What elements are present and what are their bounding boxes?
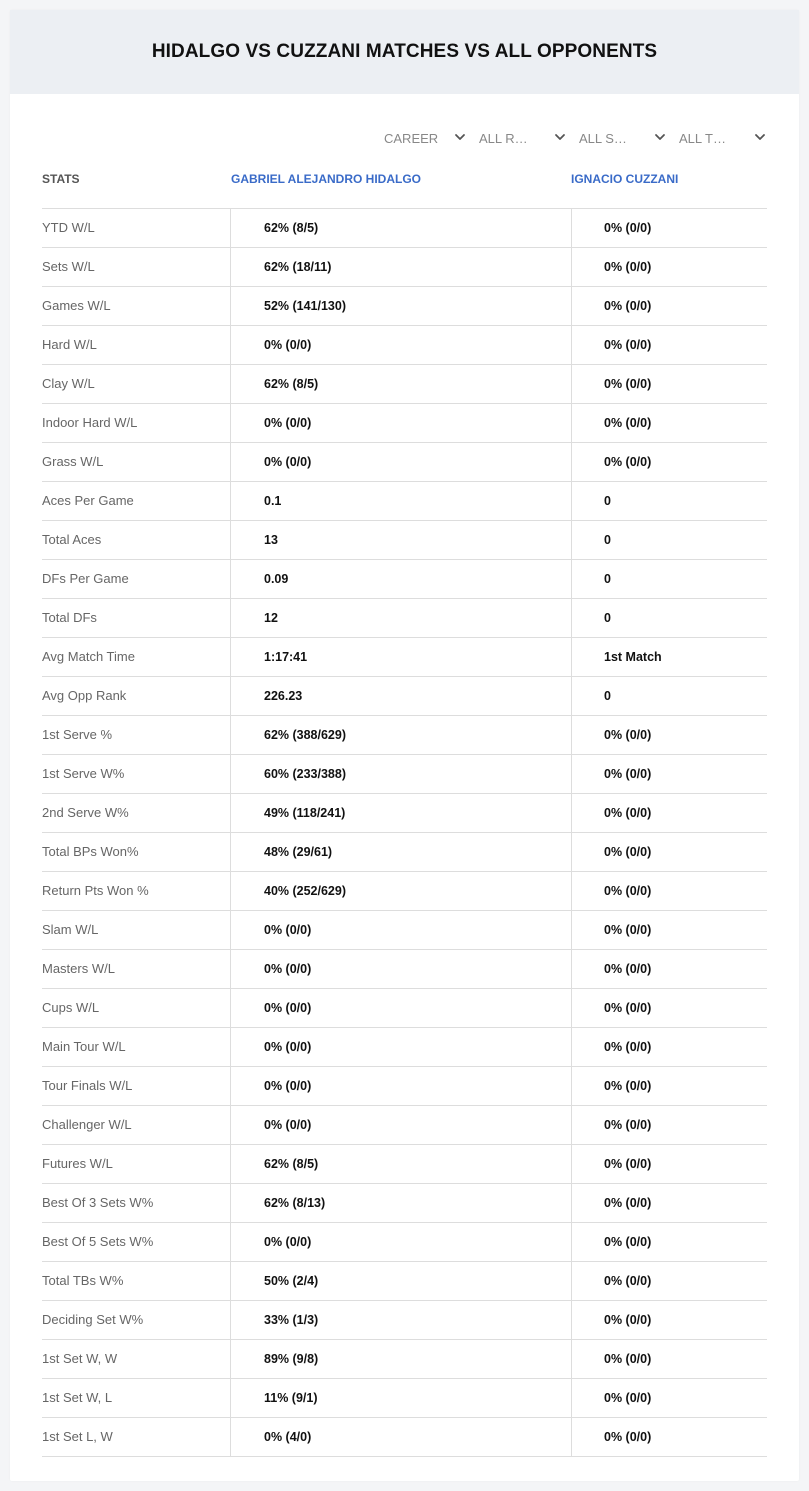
stats-card: [10, 10, 799, 1481]
player2-value: 0% (0/0): [571, 1418, 767, 1456]
player1-value: 0% (0/0): [230, 443, 571, 481]
table-row: [42, 1027, 767, 1066]
chevron-down-icon: [454, 131, 466, 143]
stat-label: Challenger W/L: [42, 1117, 132, 1132]
filter-period-dropdown[interactable]: [384, 128, 438, 148]
stat-label: Tour Finals W/L: [42, 1078, 133, 1093]
stat-label: Main Tour W/L: [42, 1039, 126, 1054]
table-row: [42, 481, 767, 520]
stat-label: Grass W/L: [42, 454, 104, 469]
player1-value: 40% (252/629): [230, 872, 571, 910]
player1-value: 1:17:41: [230, 638, 571, 676]
table-row: [42, 832, 767, 871]
stat-label: 1st Set L, W: [42, 1429, 113, 1444]
player1-value: 62% (8/5): [230, 365, 571, 403]
player1-value: 62% (388/629): [230, 716, 571, 754]
player2-link[interactable]: IGNACIO CUZZANI: [571, 172, 679, 186]
player1-value: 62% (18/11): [230, 248, 571, 286]
stat-label: 2nd Serve W%: [42, 805, 129, 820]
player1-link[interactable]: GABRIEL ALEJANDRO HIDALGO: [231, 172, 422, 186]
stat-label: Futures W/L: [42, 1156, 113, 1171]
stat-label: Best Of 3 Sets W%: [42, 1195, 154, 1210]
table-row: [42, 598, 767, 637]
card-header: [10, 10, 799, 94]
table-header: [42, 172, 767, 192]
table-row: [42, 364, 767, 403]
stat-label: Avg Opp Rank: [42, 688, 127, 703]
table-row: [42, 1417, 767, 1456]
stat-label: Total DFs: [42, 610, 97, 625]
player1-value: 33% (1/3): [230, 1301, 571, 1339]
table-row: [42, 559, 767, 598]
player1-value: 89% (9/8): [230, 1340, 571, 1378]
player1-value: 226.23: [230, 677, 571, 715]
table-row: [42, 1378, 767, 1417]
stat-label: 1st Serve %: [42, 727, 113, 742]
table-row: [42, 910, 767, 949]
stat-label: DFs Per Game: [42, 571, 129, 586]
player1-value: 0% (0/0): [230, 1067, 571, 1105]
table-row: [42, 754, 767, 793]
table-row: [42, 1105, 767, 1144]
player2-value: 0% (0/0): [571, 1340, 767, 1378]
table-row: [42, 949, 767, 988]
player1-value: 12: [230, 599, 571, 637]
player1-value: 0.09: [230, 560, 571, 598]
player1-value: 0% (0/0): [230, 1106, 571, 1144]
stat-label: Cups W/L: [42, 1000, 100, 1015]
stat-label: Total BPs Won%: [42, 844, 139, 859]
player2-value: 0% (0/0): [571, 755, 767, 793]
stat-label: YTD W/L: [42, 220, 95, 235]
player1-value: 48% (29/61): [230, 833, 571, 871]
player2-value: 1st Match: [571, 638, 767, 676]
player2-value: 0% (0/0): [571, 1262, 767, 1300]
player2-value: 0% (0/0): [571, 326, 767, 364]
stat-label: Total TBs W%: [42, 1273, 124, 1288]
table-row: [42, 1066, 767, 1105]
player2-value: 0: [571, 599, 767, 637]
filter-tournament-dropdown[interactable]: [679, 128, 726, 148]
player2-value: 0% (0/0): [571, 833, 767, 871]
player2-value: 0% (0/0): [571, 1145, 767, 1183]
stat-label: Games W/L: [42, 298, 111, 313]
player2-value: 0% (0/0): [571, 950, 767, 988]
player2-value: 0% (0/0): [571, 248, 767, 286]
table-row: [42, 988, 767, 1027]
stat-label: 1st Set W, L: [42, 1390, 113, 1405]
stat-label: Clay W/L: [42, 376, 95, 391]
chevron-down-icon: [754, 131, 766, 143]
player1-value: 0% (0/0): [230, 1028, 571, 1066]
filter-round-dropdown[interactable]: [479, 128, 528, 148]
table-row: [42, 520, 767, 559]
stat-label: Sets W/L: [42, 259, 95, 274]
stat-label: Return Pts Won %: [42, 883, 149, 898]
player1-value: 0% (0/0): [230, 911, 571, 949]
player2-value: 0% (0/0): [571, 794, 767, 832]
chevron-down-icon: [554, 131, 566, 143]
stat-label: Deciding Set W%: [42, 1312, 144, 1327]
table-row: [42, 1144, 767, 1183]
player2-value: 0% (0/0): [571, 443, 767, 481]
player1-value: 50% (2/4): [230, 1262, 571, 1300]
table-row: [42, 208, 767, 247]
player1-value: 13: [230, 521, 571, 559]
player2-value: 0% (0/0): [571, 404, 767, 442]
table-row: [42, 247, 767, 286]
player2-value: 0% (0/0): [571, 989, 767, 1027]
player2-value: 0% (0/0): [571, 1184, 767, 1222]
table-row: [42, 1222, 767, 1261]
table-row: [42, 793, 767, 832]
table-row: [42, 637, 767, 676]
player2-value: 0: [571, 521, 767, 559]
page-title: HIDALGO VS CUZZANI MATCHES VS ALL OPPONENTS: [151, 41, 658, 62]
player2-value: 0% (0/0): [571, 911, 767, 949]
stat-label: Avg Match Time: [42, 649, 135, 664]
player1-value: 0% (0/0): [230, 404, 571, 442]
stat-label: Hard W/L: [42, 337, 97, 352]
player1-value: 0% (0/0): [230, 326, 571, 364]
stats-column-header: STATS: [42, 172, 80, 186]
stat-label: Indoor Hard W/L: [42, 415, 138, 430]
table-row: [42, 403, 767, 442]
player1-value: 62% (8/5): [230, 209, 571, 247]
filter-period-label: CAREER: [384, 130, 439, 146]
table-row: [42, 325, 767, 364]
player1-value: 60% (233/388): [230, 755, 571, 793]
stat-label: 1st Set W, W: [42, 1351, 118, 1366]
table-row: [42, 715, 767, 754]
stat-label: Total Aces: [42, 532, 102, 547]
table-row: [42, 1261, 767, 1300]
filter-tournament-label: ALL T…: [679, 130, 726, 146]
player2-value: 0% (0/0): [571, 1379, 767, 1417]
table-row: [42, 871, 767, 910]
chevron-down-icon: [654, 131, 666, 143]
stats-table: [42, 208, 767, 1457]
player2-value: 0: [571, 677, 767, 715]
player1-value: 62% (8/5): [230, 1145, 571, 1183]
table-row: [42, 286, 767, 325]
player2-value: 0% (0/0): [571, 287, 767, 325]
player1-value: 0% (0/0): [230, 989, 571, 1027]
filter-surface-dropdown[interactable]: [579, 128, 627, 148]
table-row: [42, 1300, 767, 1339]
player1-value: 11% (9/1): [230, 1379, 571, 1417]
player1-value: 0% (0/0): [230, 1223, 571, 1261]
player1-value: 0.1: [230, 482, 571, 520]
table-row: [42, 1339, 767, 1378]
player2-value: 0: [571, 482, 767, 520]
stat-label: Masters W/L: [42, 961, 115, 976]
stat-label: 1st Serve W%: [42, 766, 125, 781]
player2-value: 0% (0/0): [571, 1106, 767, 1144]
player1-value: 49% (118/241): [230, 794, 571, 832]
table-row: [42, 1183, 767, 1222]
player1-value: 0% (4/0): [230, 1418, 571, 1456]
table-row: [42, 676, 767, 715]
filter-surface-label: ALL S…: [579, 130, 627, 146]
player1-value: 62% (8/13): [230, 1184, 571, 1222]
player2-value: 0% (0/0): [571, 1301, 767, 1339]
stat-label: Best Of 5 Sets W%: [42, 1234, 154, 1249]
player1-value: 52% (141/130): [230, 287, 571, 325]
player2-value: 0% (0/0): [571, 209, 767, 247]
player2-value: 0% (0/0): [571, 365, 767, 403]
player2-value: 0% (0/0): [571, 1223, 767, 1261]
filter-bar: [10, 128, 799, 148]
player2-value: 0% (0/0): [571, 872, 767, 910]
player2-value: 0% (0/0): [571, 1028, 767, 1066]
filter-round-label: ALL R…: [479, 130, 528, 146]
player2-value: 0% (0/0): [571, 716, 767, 754]
stat-label: Slam W/L: [42, 922, 99, 937]
player2-value: 0: [571, 560, 767, 598]
table-row: [42, 442, 767, 481]
stat-label: Aces Per Game: [42, 493, 134, 508]
player2-value: 0% (0/0): [571, 1067, 767, 1105]
player1-value: 0% (0/0): [230, 950, 571, 988]
